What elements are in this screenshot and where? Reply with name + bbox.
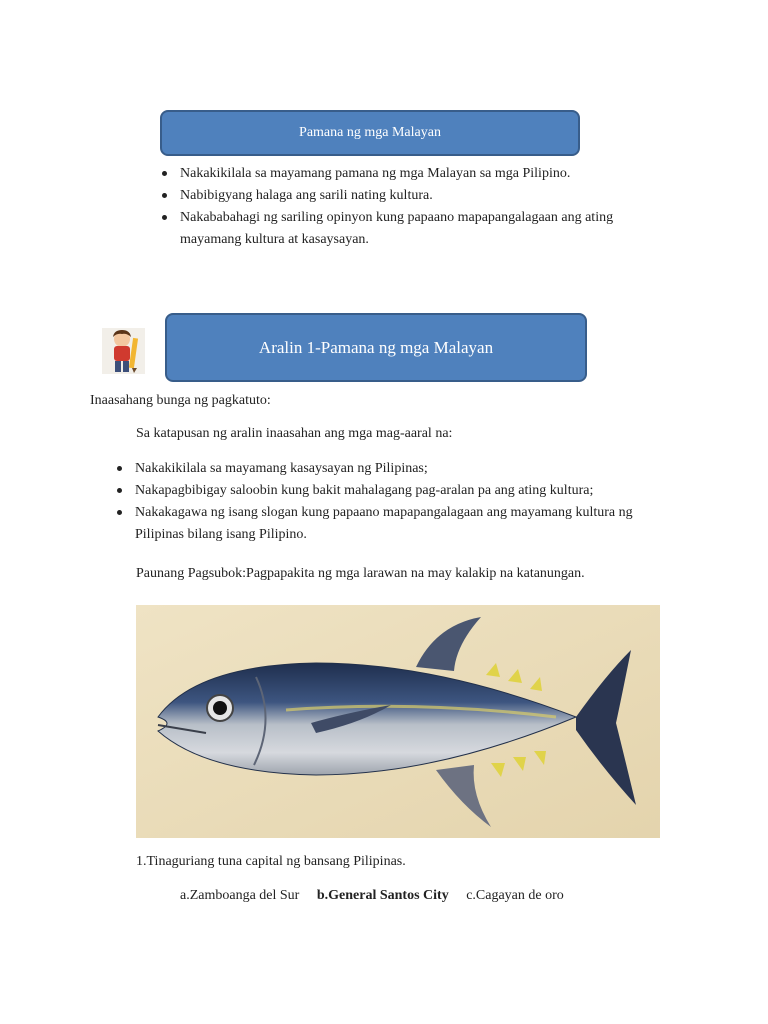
outcomes-heading: Inaasahang bunga ng pagkatuto:	[90, 393, 271, 408]
list-item: Nakapagbibigay saloobin kung bakit mahalagang pag-aralan pa ang ating kultura;	[115, 480, 685, 502]
question-text: 1.Tinaguriang tuna capital ng bansang Pilipinas.	[136, 854, 406, 869]
student-with-pencil-icon	[102, 328, 145, 374]
lesson-banner-title: Aralin 1-Pamana ng mga Malayan	[258, 337, 494, 357]
choice-c: c.Cagayan de oro	[466, 888, 564, 903]
outcomes-intro: Sa katapusan ng aralin inaasahan ang mga mag-aaral na:	[136, 426, 453, 441]
header-banner	[160, 110, 580, 156]
objectives-list	[160, 163, 660, 251]
lesson-banner	[165, 313, 587, 382]
list-item: Nakakikilala sa mayamang kasaysayan ng Pilipinas;	[115, 458, 685, 480]
list-item: Nakababahagi ng sariling opinyon kung papaano mapapangalagaan ang ating mayamang kultura at kasaysayan.	[160, 207, 660, 251]
tuna-fish-image	[136, 605, 660, 838]
header-banner-title: Pamana ng mga Malayan	[299, 125, 441, 140]
choice-a: a.Zamboanga del Sur	[180, 888, 300, 903]
pretest-intro: Paunang Pagsubok:Pagpapakita ng mga larawan na may kalakip na katanungan.	[136, 566, 585, 581]
outcomes-list	[115, 458, 685, 546]
list-item: Nabibigyang halaga ang sarili nating kultura.	[160, 185, 660, 207]
list-item: Nakakagawa ng isang slogan kung papaano mapapangalagaan ang mayamang kultura ng Pilipinas bilang isang Pilipino.	[115, 502, 685, 546]
list-item: Nakakikilala sa mayamang pamana ng mga Malayan sa mga Pilipino.	[160, 163, 660, 185]
answer-choices	[180, 886, 578, 906]
choice-b-correct: b.General Santos City	[316, 888, 449, 903]
